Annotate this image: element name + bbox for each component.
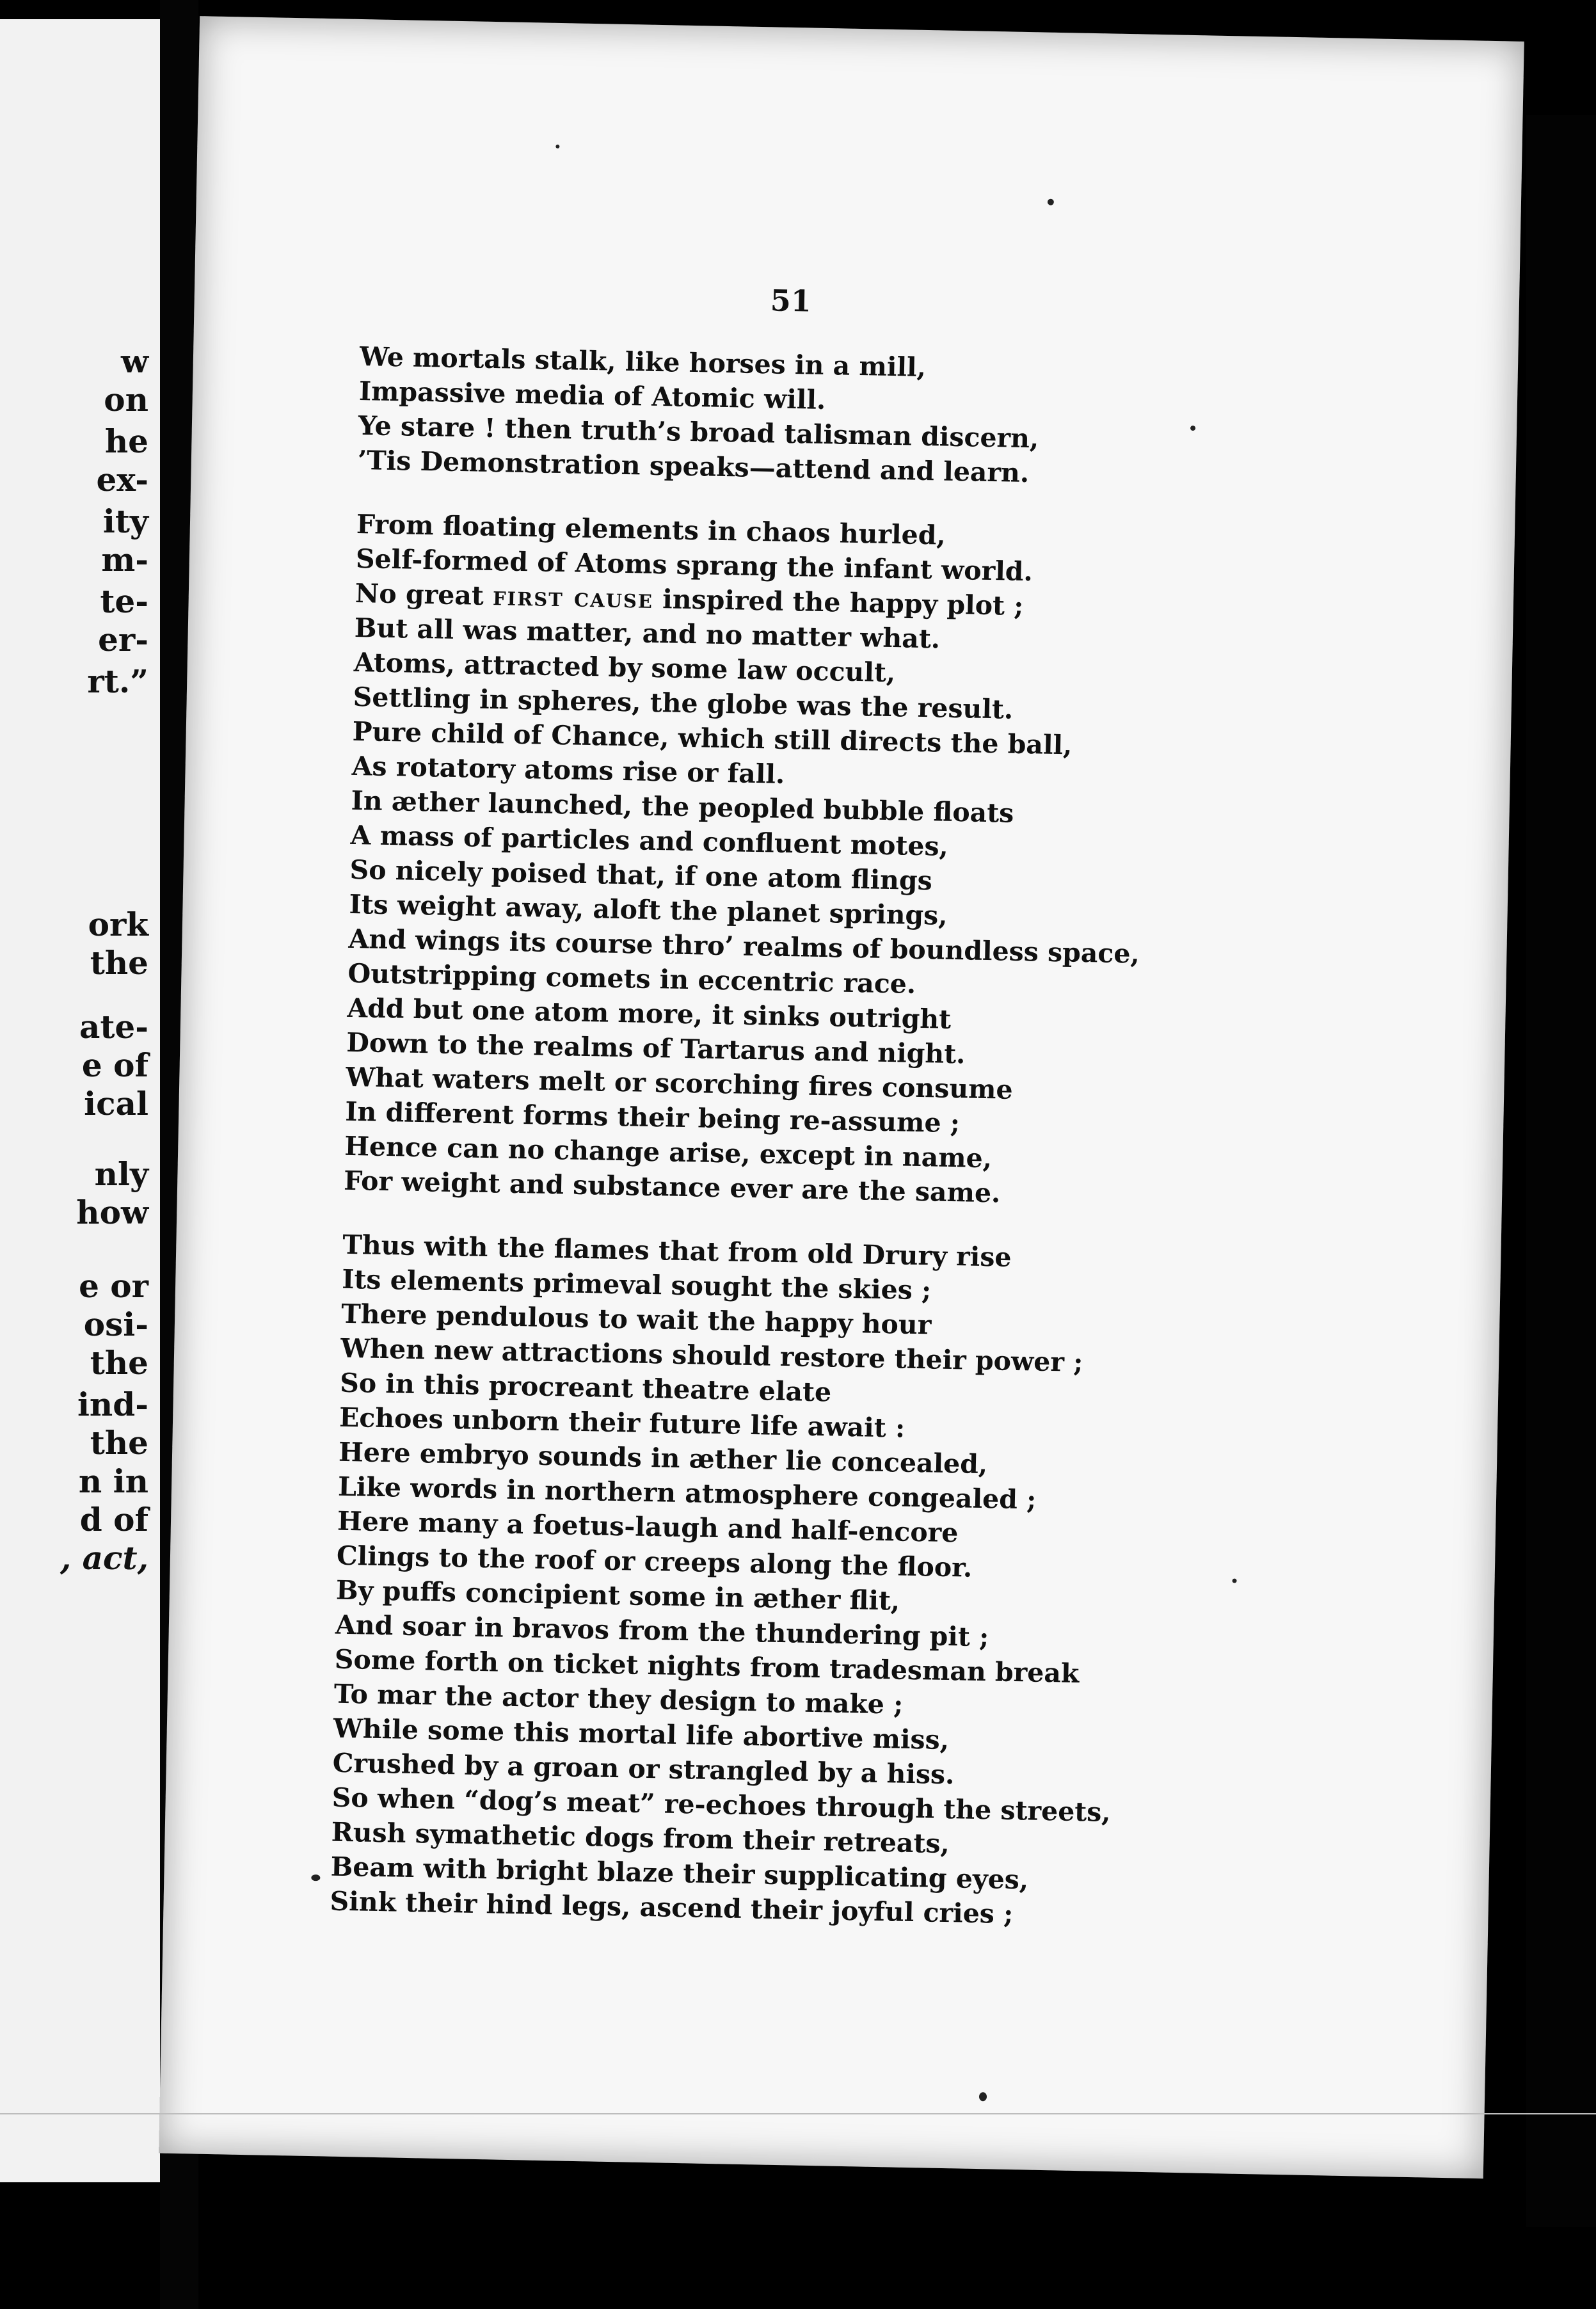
poem-line: Its elements primeval sought the skies ; <box>341 1263 932 1306</box>
poem-line: Ye stare ! then truth’s broad talisman discern, <box>358 410 1039 454</box>
facing-page-text: er- <box>98 621 148 659</box>
ink-speck <box>311 1874 320 1881</box>
facing-page-text: the <box>90 1344 148 1382</box>
facing-page-text: n in <box>78 1462 148 1500</box>
facing-page-text: osi- <box>83 1306 148 1343</box>
stanza-3 <box>330 1227 1366 1938</box>
poem-line: Down to the realms of Tartarus and night. <box>346 1027 966 1070</box>
poem-line: But all was matter, and no matter what. <box>354 612 941 655</box>
poem-line: Settling in spheres, the globe was the result. <box>353 681 1014 725</box>
facing-page-text: the <box>90 1424 148 1462</box>
ink-speck <box>555 145 559 148</box>
poem-line: So when “dog’s meat” re-echoes through the streets, <box>331 1782 1112 1828</box>
poem-line: While some this mortal life abortive miss, <box>333 1713 950 1756</box>
poem-line: A mass of particles and confluent motes, <box>350 819 949 862</box>
poem-line: Add but one atom more, it sinks outright <box>347 992 952 1035</box>
poem-line: Here embryo sounds in æther lie concealed, <box>338 1436 988 1480</box>
poem-line: Some forth on ticket nights from tradesman break <box>334 1643 1080 1689</box>
page-edge-shadow <box>1526 115 1596 2227</box>
poem-line: Its weight away, aloft the planet springs, <box>349 888 948 931</box>
poem-line: Like words in northern atmosphere congealed ; <box>337 1471 1037 1515</box>
poem-line: We mortals stalk, like horses in a mill, <box>359 341 927 383</box>
poem-line: Beam with bright blaze their supplicating eyes, <box>330 1851 1029 1896</box>
facing-page-text: ate- <box>79 1008 148 1046</box>
page-number: 51 <box>770 283 812 319</box>
poem-line: Hence can no change arise, except in name, <box>344 1130 993 1174</box>
poem-line: No great first cause inspired the happy plot ; <box>355 577 1024 622</box>
poem-line: There pendulous to wait the happy hour <box>340 1298 932 1341</box>
facing-page-text: e or <box>79 1267 148 1305</box>
facing-page-text: , act, <box>60 1539 148 1577</box>
facing-page-text: ity <box>102 502 148 540</box>
facing-page-text: d of <box>79 1501 148 1538</box>
facing-page-text: ical <box>84 1085 148 1123</box>
poem-line: Echoes unborn their future life await : <box>339 1402 906 1444</box>
poem-line: When new attractions should restore their power ; <box>340 1332 1083 1378</box>
poem-line: Self-formed of Atoms sprang the infant world. <box>355 543 1033 587</box>
poem-line: Clings to the roof or creeps along the floor. <box>336 1540 973 1583</box>
poem-line: For weight and substance ever are the same. <box>343 1165 1001 1209</box>
poem-line: To mar the actor they design to make ; <box>333 1678 904 1720</box>
poem-line: By puffs concipient some in æther flit, <box>335 1574 900 1617</box>
poem-line: From floating elements in chaos hurled, <box>356 508 946 551</box>
poem-line: Rush symathetic dogs from their retreats, <box>331 1816 950 1860</box>
facing-page-text: e of <box>81 1046 148 1084</box>
poem-line: Crushed by a groan or strangled by a hiss. <box>332 1747 955 1791</box>
poem-line: As rotatory atoms rise or fall. <box>351 750 785 790</box>
facing-page-text: ex- <box>96 461 148 499</box>
poem-line: Thus with the flames that from old Drury rise <box>342 1229 1012 1273</box>
book-page <box>159 16 1524 2178</box>
small-caps-phrase: first cause <box>492 580 654 614</box>
facing-page-text: rt.” <box>87 662 148 700</box>
facing-page-text: on <box>104 381 148 419</box>
poem-line: Atoms, attracted by some law occult, <box>353 646 896 689</box>
poem-line: Impassive media of Atomic will. <box>358 376 826 416</box>
poem-line: What waters melt or scorching fires consume <box>345 1061 1014 1105</box>
stanza-2 <box>344 507 1380 1218</box>
ink-speck <box>979 2092 987 2101</box>
facing-page-text: nly <box>94 1155 148 1193</box>
facing-page-text: m- <box>101 541 148 579</box>
scan-line <box>0 2113 1596 2114</box>
facing-page-text: the <box>90 944 148 982</box>
facing-page-text: how <box>76 1194 148 1231</box>
facing-page-text: ind- <box>77 1386 148 1423</box>
poem-line: So in this procreant theatre elate <box>339 1367 832 1408</box>
stanza-1 <box>357 339 1384 497</box>
poem-line: ’Tis Demonstration speaks—attend and learn. <box>357 444 1030 489</box>
poem-line: Sink their hind legs, ascend their joyful cries ; <box>330 1885 1014 1930</box>
facing-page-text: he <box>104 422 148 460</box>
facing-page-text: ork <box>88 906 148 943</box>
poem-line: So nicely poised that, if one atom flings <box>349 854 933 897</box>
poem-line: Here many a foetus-laugh and half-encore <box>337 1505 959 1549</box>
poem-line: Outstripping comets in eccentric race. <box>347 957 916 1000</box>
poem-line: In different forms their being re-assume ; <box>344 1096 961 1139</box>
facing-page-text: te- <box>100 582 148 620</box>
poem-line: And wings its course thro’ realms of boundless space, <box>348 923 1140 970</box>
poem-line: In æther launched, the peopled bubble floats <box>351 785 1014 829</box>
facing-page-text: w <box>120 342 148 380</box>
poem-line: Pure child of Chance, which still directs the ball, <box>352 715 1073 761</box>
poem-line: And soar in bravos from the thundering pit ; <box>335 1609 989 1653</box>
poem <box>329 339 1384 1967</box>
facing-page-fragment <box>0 19 160 2182</box>
ink-speck <box>1048 199 1054 205</box>
